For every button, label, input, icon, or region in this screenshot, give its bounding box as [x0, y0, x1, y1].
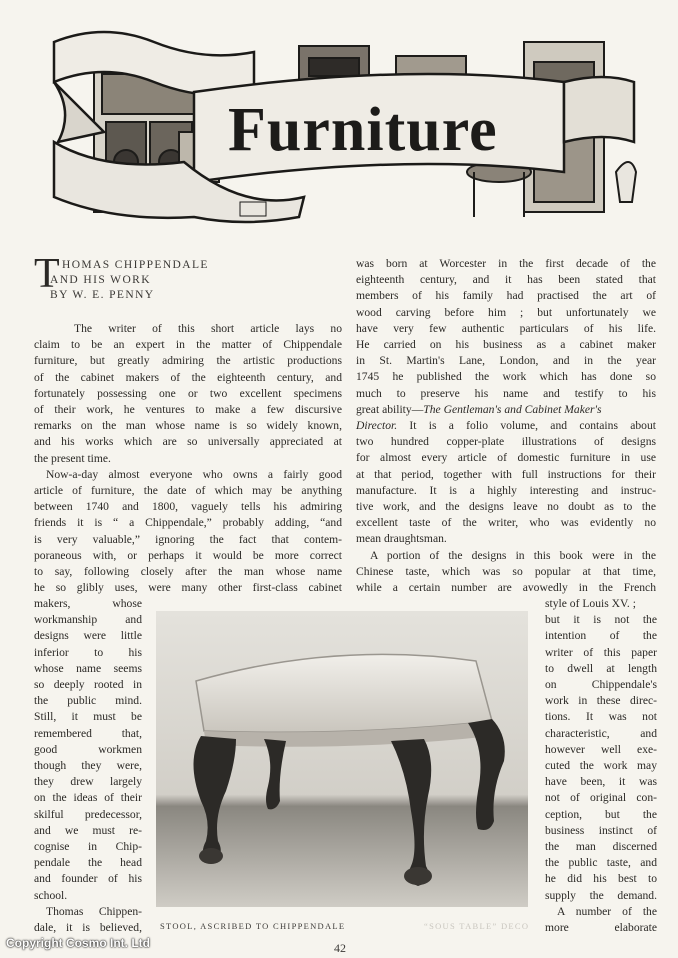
text-line: cognise in Chip-	[34, 840, 142, 854]
text-line: so deeply rooted in	[34, 678, 142, 692]
left-column-text	[34, 321, 342, 596]
text-line: and his works which are so universally appreciated at	[34, 435, 342, 449]
text-line: the public taste, and	[545, 856, 657, 870]
copyright-watermark: Copyright Cosmo Int. Ltd	[6, 936, 150, 950]
text-line: claim to be an expert in the matter of Chippendale	[34, 338, 342, 352]
figure-caption: STOOL, ASCRIBED TO CHIPPENDALE	[160, 921, 346, 931]
text-line: to dwell at length	[545, 661, 657, 675]
text-line: remarks on the man whose name is so widely known,	[34, 419, 342, 433]
text-line: of their work, he ventures to make a few discursive	[34, 403, 342, 417]
text-line: at that period, together with full instructions for their	[356, 467, 656, 481]
text-line: He carried on his business as a cabinet maker	[356, 338, 656, 352]
right-narrow-text	[545, 596, 657, 936]
right-column-text	[356, 256, 656, 596]
text-line: Still, it must be	[34, 710, 142, 724]
text-line: the present time.	[34, 451, 111, 465]
text-line: supply the demand.	[545, 888, 657, 902]
text-line: poraneous with, or perhaps it would be more correct	[34, 548, 342, 562]
text-line: not of original con-	[545, 791, 657, 805]
book-title: The Gentleman's and Cabinet Maker's	[423, 402, 602, 416]
byline-subtitle: AND HIS WORK	[50, 274, 151, 286]
text-line: eighteenth century, and it has been stated that	[356, 273, 656, 287]
text-line: work in these direc-	[545, 694, 657, 708]
left-narrow-text	[34, 596, 142, 936]
page-number: 42	[334, 941, 346, 955]
figure-caption-faded: “SOUS TABLE” DECO	[424, 921, 530, 931]
text-line: A number of the	[557, 904, 657, 918]
text-line: on the ideas of their	[34, 791, 142, 805]
text-line: have very few authentic particulars of his life.	[356, 321, 656, 335]
text-line: more elaborate	[545, 921, 657, 935]
text-line: tive work, and the designs leave no doubt as to the	[356, 500, 656, 514]
text-line: article of furniture, the date of which may be anything	[34, 484, 342, 498]
text-line: makers, whose	[34, 597, 142, 610]
text-line: however well exe-	[545, 742, 657, 756]
text-line: good workmen	[34, 742, 142, 756]
text-line: fortunately possessing one or two excellent specimens	[34, 386, 342, 400]
text-line: Now-a-day almost everyone who owns a fairly good	[46, 467, 342, 481]
text-line: The writer of this short article lays no	[74, 322, 342, 335]
text-line: manufacture. It is a highly interesting and instruc-	[356, 483, 656, 497]
text-line: they drew largely	[34, 775, 142, 789]
text-line: while a certain number are avowedly in the French	[356, 581, 656, 595]
text-line: Director. It is a folio volume, and contains about	[356, 419, 656, 433]
text-line: to say, following closely after the man whose name	[34, 565, 342, 579]
text-line: he did his best to	[545, 872, 657, 886]
text-line: excellent taste of the writer, who was evidently no	[356, 516, 656, 530]
text-line: school.	[34, 888, 68, 902]
text-line: designs were little	[34, 629, 142, 643]
text-line: remembered that,	[34, 726, 142, 740]
text-line: the public mind.	[34, 694, 142, 708]
text-line: great ability—The Gentleman's and Cabinet Maker's	[356, 402, 602, 416]
text-line: the man discerned	[545, 840, 657, 854]
text-line: wood carving before him ; but unfortunately we	[356, 305, 656, 319]
text-line: though they were,	[34, 759, 142, 773]
text-line: for almost every article of domestic furniture in use	[356, 451, 656, 465]
byline-title: HOMAS CHIPPENDALE	[62, 259, 209, 271]
text-line: in St. Martin's Lane, London, and in the year	[356, 354, 656, 368]
text-line: is very valuable,” ignoring the fact that contem-	[34, 532, 342, 546]
text-line: characteristic, and	[545, 726, 657, 740]
text-line: friends it is “ a Chippendale,” probably adding, “and	[34, 516, 342, 530]
text-line: much to preserve his name and testify to his	[356, 386, 656, 400]
text-line: on Chippendale's	[545, 678, 657, 692]
text-line: was born at Worcester in the first decade of the	[356, 257, 656, 270]
text-line: members of his family had practised the art of	[356, 289, 656, 303]
text-line: but it is not the	[545, 613, 657, 627]
text-line: 1745 he published the work which has done so	[356, 370, 656, 384]
text-line: writer of this paper	[545, 645, 657, 659]
stool-photograph	[156, 611, 528, 907]
text-line: furniture, but greatly admiring the artistic productions	[34, 354, 342, 368]
text-line: workmanship and	[34, 613, 142, 627]
text-line: between 1740 and 1800, vaguely tells his admiring	[34, 500, 342, 514]
text-line: tions. It was not	[545, 710, 657, 724]
text-line: A portion of the designs in this book were in the	[370, 548, 656, 562]
byline-author: BY W. E. PENNY	[50, 289, 155, 301]
text-line: cuted the work may	[545, 759, 657, 773]
text-line: inferior to his	[34, 645, 142, 659]
text-line: two hundred copper-plate illustrations of designs	[356, 435, 656, 449]
drop-cap: T	[34, 251, 60, 297]
text-line: of the cabinet makers of the eighteenth century, and	[34, 370, 342, 384]
text-line: mean draughtsman.	[356, 532, 447, 546]
text-line: whose name seems	[34, 661, 142, 675]
text-line: and we must re-	[34, 823, 142, 837]
text-line: style of Louis XV. ;	[545, 597, 636, 610]
page-title: Furniture	[228, 96, 498, 164]
text-line: intention of the	[545, 629, 657, 643]
text-line: and founder of his	[34, 872, 142, 886]
text-line: he so glibly uses, were many other first-class cabinet	[34, 581, 342, 595]
text-line: skilful predecessor,	[34, 807, 142, 821]
text-line: dale, it is believed,	[34, 921, 142, 935]
text-line: Thomas Chippen-	[46, 904, 142, 918]
text-line: pendale the head	[34, 856, 142, 870]
text-line: Chinese taste, which was so popular at that time,	[356, 564, 656, 578]
text-line: have been, it was	[545, 775, 657, 789]
text-line: business instinct of	[545, 823, 657, 837]
text-line: ception, but the	[545, 807, 657, 821]
